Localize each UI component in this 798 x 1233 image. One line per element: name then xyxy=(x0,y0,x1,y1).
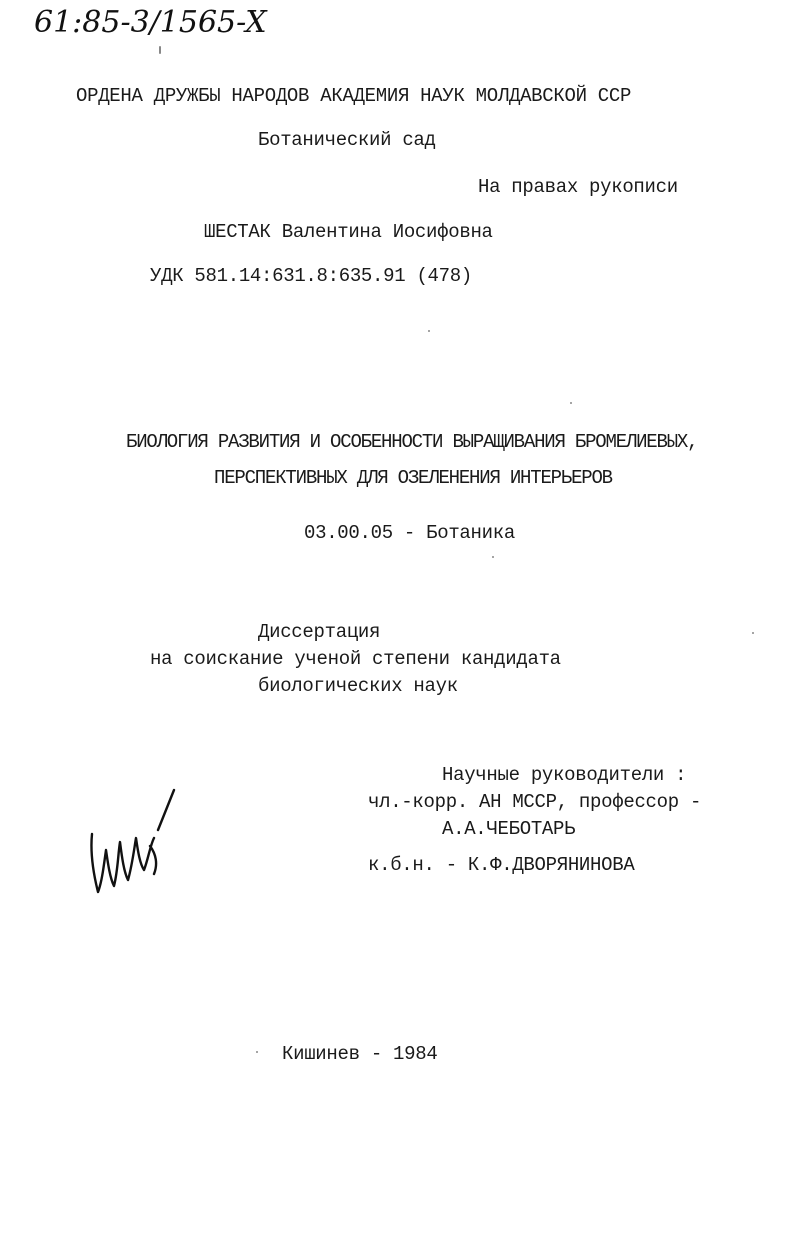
scan-speck xyxy=(256,1051,258,1053)
supervisor-2: к.б.н. - К.Ф.ДВОРЯНИНОВА xyxy=(368,854,635,876)
signature-scribble xyxy=(84,784,194,904)
scan-speck xyxy=(428,330,430,332)
dissertation-line-3: биологических наук xyxy=(258,675,458,697)
scan-speck xyxy=(752,632,754,634)
dissertation-line-1: Диссертация xyxy=(258,621,381,643)
supervisor-1-name: А.А.ЧЕБОТАРЬ xyxy=(442,818,576,840)
specialty: 03.00.05 - Ботаника xyxy=(304,522,515,544)
place-and-year: Кишинев - 1984 xyxy=(282,1043,438,1065)
rights-note: На правах рукописи xyxy=(478,176,678,198)
thesis-title-line-2: ПЕРСПЕКТИВНЫХ ДЛЯ ОЗЕЛЕНЕНИЯ ИНТЕРЬЕРОВ xyxy=(214,467,612,489)
archive-code: 61:85-3/1565-X xyxy=(34,5,267,40)
department-name: Ботанический сад xyxy=(258,129,436,151)
scan-speck xyxy=(492,556,494,558)
institution-name: ОРДЕНА ДРУЖБЫ НАРОДОВ АКАДЕМИЯ НАУК МОЛДАВСКОЙ ССР xyxy=(76,85,632,107)
supervisors-heading: Научные руководители : xyxy=(442,764,687,786)
udc-code: УДК 581.14:631.8:635.91 (478) xyxy=(150,265,472,287)
scan-speck xyxy=(570,402,572,404)
author-name: ШЕСТАК Валентина Иосифовна xyxy=(204,221,493,243)
supervisor-1-title: чл.-корр. АН МССР, профессор - xyxy=(368,791,702,813)
dissertation-line-2: на соискание ученой степени кандидата xyxy=(150,648,561,670)
scan-speck xyxy=(159,46,161,54)
thesis-title-line-1: БИОЛОГИЯ РАЗВИТИЯ И ОСОБЕННОСТИ ВЫРАЩИВАНИЯ БРОМЕЛИЕВЫХ, xyxy=(126,431,698,453)
